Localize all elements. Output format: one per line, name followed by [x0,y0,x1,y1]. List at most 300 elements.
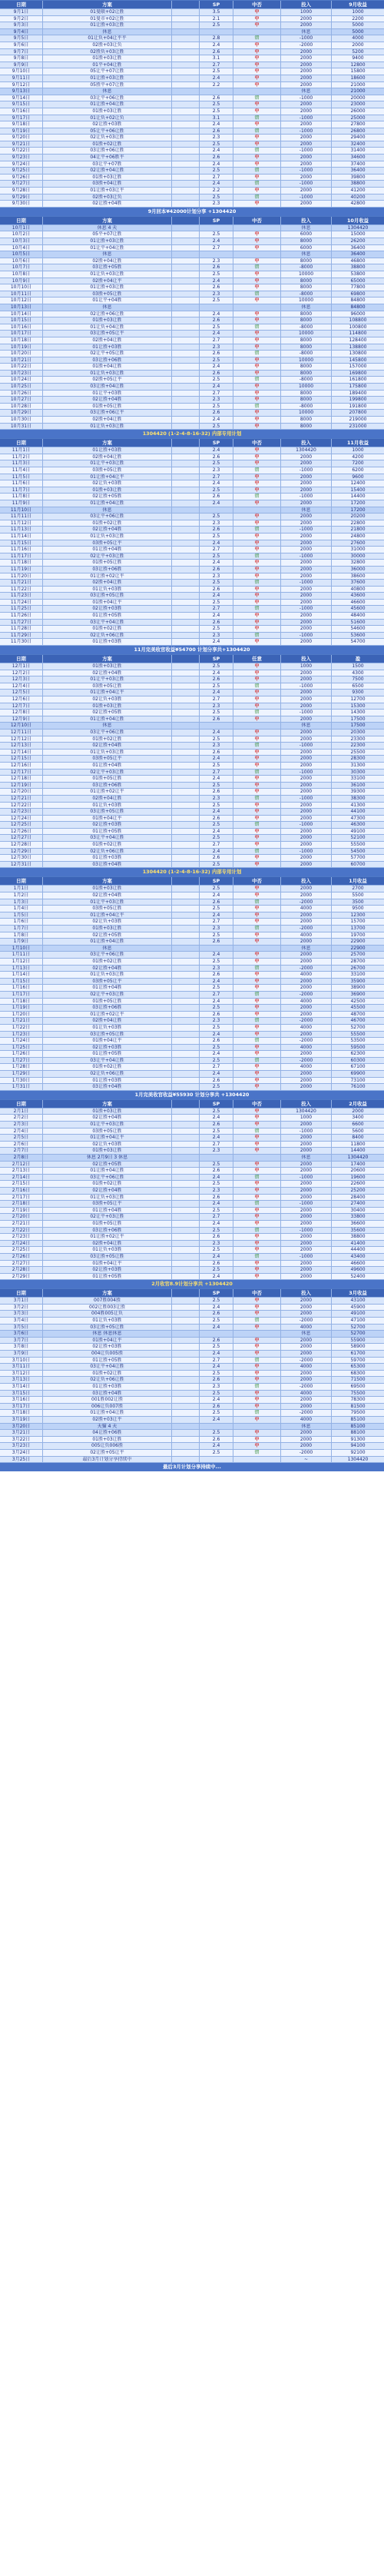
cell-spacer [172,62,200,68]
cell: 错 [233,351,281,357]
cell: 76100 [350,1084,366,1090]
data-row [0,460,384,467]
cell: 10月18日 [0,337,43,344]
cell: 2月19日 [0,1208,43,1214]
cell: 12月14日 [0,750,43,756]
cell: 18600 [350,75,366,81]
cell: 2.5 [200,600,233,606]
cell: 错 [233,1450,281,1456]
cell-spacer [172,88,200,95]
data-row [0,906,384,912]
cell: 2000 [281,1274,332,1280]
cell: 8000 [281,424,332,430]
cell: 10月7日 [0,264,43,271]
data-row [0,1377,384,1384]
cell: 中 [233,703,281,710]
cell: 2.6 [200,816,233,822]
cell: 11月7日 [0,487,43,494]
cell: 2.5 [200,424,233,430]
cell: 2.5 [200,231,233,238]
cell: 01让胜+03胜 [43,855,172,861]
cell: -1000 [281,181,332,187]
data-row [0,101,384,108]
cell-spacer [172,1318,200,1324]
data-row [0,474,384,481]
cell: 中 [233,573,281,580]
data-row [0,710,384,716]
cell: 2.5 [200,357,233,364]
cell: 9月19日 [0,128,43,135]
cell: 错 [233,1128,281,1135]
cell: 42500 [350,998,366,1004]
cell: 2000 [281,1162,332,1168]
cell-spacer [172,912,200,919]
cell: 01让胜+04让胜 [43,716,172,723]
cell-spacer [172,676,200,683]
cell-spacer [172,417,200,423]
header-cell: 投入 [281,439,332,447]
cell: 01胜+03让胜 [43,663,172,670]
month-block [0,216,384,438]
cell: 8000 [281,278,332,284]
cell: 错 [233,796,281,802]
data-row [0,500,384,507]
cell: 2.3 [200,743,233,749]
data-row [0,135,384,141]
cell: 休息 [281,1424,332,1430]
cell: 2000 [281,474,332,480]
cell: 10000 [281,331,332,337]
cell: 03让胜+04胜 [43,862,172,868]
cell: 26800 [350,128,366,134]
cell: 2.4 [200,1325,233,1331]
cell: 中 [233,912,281,919]
cell: 1月20日 [0,1012,43,1018]
cell: 8000 [281,311,332,317]
cell: 中 [233,1122,281,1128]
cell: 8000 [281,258,332,264]
cell: 2.3 [200,1241,233,1247]
cell-spacer [172,258,200,264]
cell: 12300 [350,912,366,918]
data-row [0,55,384,62]
month-block [0,438,384,654]
cell: 01让负+04让胜 [43,324,172,331]
cell: 02让负+03胜 [43,480,172,487]
cell-spacer [172,175,200,181]
cell-spacer [172,480,200,487]
cell: 2.5 [200,710,233,716]
cell: 1月28日 [0,1064,43,1070]
cell-spacer [172,540,200,547]
cell: -8000 [281,377,332,383]
cell-spacer [172,397,200,403]
cell: 27800 [350,121,366,128]
cell: 2.5 [200,1084,233,1090]
cell: 1000 [281,1115,332,1121]
cell: 6500 [352,683,364,689]
cell-spacer [172,460,200,467]
cell: 2000 [281,480,332,487]
data-row [0,494,384,500]
cell: 01让胜+03胜 [43,1078,172,1084]
cell-spacer [172,1214,200,1220]
cell: 2000 [281,855,332,861]
cell-spacer [172,743,200,749]
cell: 9月24日 [0,161,43,168]
cell: 1月14日 [0,972,43,978]
cell: 2.5 [200,835,233,841]
cell [233,507,281,514]
cell: 10000 [281,271,332,278]
cell: 94100 [350,1443,366,1449]
cell: 12月10日 [0,723,43,729]
cell: -1000 [281,1128,332,1135]
data-row [0,1305,384,1311]
cell-spacer [172,710,200,716]
cell: 休息 [281,1155,332,1161]
cell: 2.4 [200,670,233,676]
cell: 2000 [281,939,332,945]
cell: 12700 [350,696,366,702]
cell: -1000 [281,606,332,612]
cell: 中 [233,1188,281,1194]
data-row [0,284,384,291]
cell: 错 [233,822,281,828]
cell: 02让胜+03胜 [43,606,172,612]
cell: 中 [233,101,281,108]
cell: 错 [233,1018,281,1024]
cell: 2000 [281,600,332,606]
cell: 1000 [352,9,364,15]
cell: 2.6 [200,1437,233,1443]
data-row [0,1071,384,1078]
cell: 01让胜+04胜 [43,1208,172,1214]
cell: -2000 [281,992,332,998]
cell: 错 [233,95,281,101]
cell: 休息 2月9日 3 休息 [43,1155,172,1161]
cell: 11月17日 [0,553,43,560]
data-row [0,835,384,842]
cell: 12月3日 [0,676,43,683]
cell: 45900 [350,1304,366,1310]
cell: 01让负+04让平平 [43,35,172,42]
cell: 2.7 [200,769,233,776]
cell: 114800 [349,331,367,337]
cell-spacer [172,68,200,75]
cell: 33100 [350,972,366,978]
cell: 2.4 [200,829,233,835]
cell: 2000 [281,1344,332,1350]
cell: 2.7 [200,842,233,848]
cell: 错 [233,467,281,474]
data-row [0,351,384,357]
cell: 161800 [349,377,367,383]
cell-spacer [172,1162,200,1168]
cell: 01让平+03让胜 [43,899,172,906]
cell: 52100 [350,835,366,841]
cell-spacer [172,161,200,168]
header-cell: 9月收益 [349,2,367,8]
cell-spacer [172,1351,200,1357]
cell: 8400 [352,1135,364,1141]
cell: 11月8日 [0,494,43,500]
data-row [0,410,384,417]
cell: 02让胜+05胜 [43,1162,172,1168]
cell: 休息 [281,225,332,231]
cell: 2.7 [200,474,233,480]
cell: 2月16日 [0,1188,43,1194]
cell: 3月19日 [0,1417,43,1423]
data-row [0,271,384,278]
cell: 中 [233,1012,281,1018]
header-cell: 日期 [0,1289,43,1297]
cell: 2000 [281,16,332,22]
cell: 03胜+05让平 [43,756,172,762]
cell: 10000 [281,384,332,390]
cell: 2.3 [200,633,233,639]
cell: 2.6 [200,855,233,861]
header-row [0,1289,384,1298]
data-row [0,155,384,161]
cell-spacer [172,1155,200,1161]
cell: 2.6 [200,1261,233,1267]
cell: 02让负+06让胜 [43,633,172,639]
cell [200,88,233,95]
cell: 14400 [350,494,366,500]
cell: 1月15日 [0,979,43,985]
cell: 12月31日 [0,862,43,868]
cell: 2.5 [200,803,233,809]
cell: 31000 [350,547,366,553]
cell: 2.5 [200,1128,233,1135]
data-row [0,1391,384,1398]
cell [233,304,281,311]
cell: 10月11日 [0,291,43,297]
cell: 2000 [281,1214,332,1220]
cell: -8000 [281,291,332,297]
cell: 2.6 [200,1012,233,1018]
cell: 2000 [281,593,332,599]
header-cell-spacer [172,439,200,447]
cell: 207800 [349,410,367,416]
cell-spacer [172,1384,200,1390]
cell: 01胜+03让胜 [43,317,172,324]
cell: 中 [233,639,281,645]
cell-spacer [172,304,200,311]
cell: 中 [233,1325,281,1331]
header-cell: 中否 [233,1100,281,1108]
cell: 中 [233,999,281,1005]
header-cell: 中否 [233,1,281,8]
cell: 中 [233,331,281,337]
cell: 错 [233,404,281,410]
cell: 15000 [350,231,366,238]
cell: 2000 [281,1247,332,1253]
cell-spacer [172,75,200,81]
cell: 中 [233,1025,281,1031]
cell: 2000 [281,816,332,822]
cell: 3月2日 [0,1305,43,1311]
cell-spacer [172,1078,200,1084]
data-row [0,1122,384,1128]
cell: 2000 [281,1181,332,1187]
cell-spacer [172,1397,200,1403]
cell: 中 [233,1338,281,1344]
cell: 01让负+03让胜 [43,972,172,978]
cell: 02让胜+03胜 [43,1045,172,1051]
cell: 1000 [281,9,332,15]
cell: 10月20日 [0,351,43,357]
cell: 中 [233,371,281,377]
cell: 1000 [352,447,364,454]
cell-spacer [172,35,200,42]
cell: 2.4 [200,148,233,154]
cell: 2000 [281,121,332,128]
cell: 01让负+03胜 [43,1318,172,1324]
data-row [0,730,384,736]
cell: 60300 [350,1057,366,1063]
data-row [0,337,384,344]
cell: 46700 [350,1018,366,1024]
data-row [0,829,384,836]
cell: 01让胜+04让胜 [43,101,172,108]
cell-spacer [172,696,200,703]
data-row [0,35,384,42]
data-row [0,507,384,514]
cell: -1000 [281,148,332,154]
cell: 30300 [350,769,366,775]
cell: 中 [233,533,281,540]
cell: 2.4 [200,639,233,645]
cell: 1月25日 [0,1045,43,1051]
cell-spacer [172,297,200,304]
data-row [0,108,384,115]
data-row [0,1195,384,1202]
cell: 03让胜+06胜 [43,783,172,789]
cell: 休息 [281,88,332,95]
cell: 2000 [281,1261,332,1267]
data-row [0,391,384,397]
cell-spacer [172,829,200,835]
cell: 02让负+03胜 [43,696,172,703]
cell: 5200 [352,48,364,55]
cell [200,723,233,729]
cell: 46800 [350,258,366,264]
cell: 2.5 [200,404,233,410]
cell-spacer [172,1338,200,1344]
cell: 中 [233,1195,281,1201]
cell: 03让胜+05让胜 [43,1325,172,1331]
cell: 2.6 [200,95,233,101]
cell: 12月4日 [0,683,43,690]
cell: 2.5 [200,1318,233,1324]
cell: 3月25日 [0,1457,43,1463]
cell-spacer [172,1443,200,1449]
header-cell: 日期 [0,439,43,447]
data-row [0,1025,384,1032]
cell-spacer [172,1404,200,1410]
cell: 1月29日 [0,1071,43,1077]
cell: 49100 [350,828,366,834]
cell: 9月3日 [0,22,43,28]
cell: 中 [233,55,281,61]
cell: 03让胜+06胜 [43,1228,172,1234]
cell: -2000 [281,899,332,906]
header-row [0,217,384,225]
cell: 2.6 [200,454,233,460]
data-row [0,1175,384,1182]
cell-spacer [172,723,200,729]
data-row [0,756,384,763]
cell: 69900 [350,1071,366,1077]
cell: 错 [233,115,281,121]
cell-spacer [172,1012,200,1018]
cell: 中 [233,906,281,912]
data-row [0,796,384,803]
cell: 休息 [43,304,172,311]
cell: 2月20日 [0,1214,43,1220]
cell: 24800 [350,533,366,539]
cell: 39300 [350,789,366,795]
cell: 2.5 [200,194,233,201]
cell: 2000 [281,703,332,710]
header-cell: 盈 [355,656,361,663]
cell: 31400 [350,148,366,154]
cell: 38800 [350,264,366,271]
cell: 11月16日 [0,547,43,553]
cell: 2.4 [200,1397,233,1403]
cell: -1000 [281,849,332,855]
cell: 1月13日 [0,966,43,972]
cell: 2.7 [200,62,233,68]
cell: -1000 [281,168,332,174]
cell-spacer [172,520,200,527]
cell: 01让胜+03胜 [43,447,172,454]
cell-spacer [172,560,200,566]
cell: 4000 [281,1045,332,1051]
cell: 1月7日 [0,926,43,932]
data-row [0,181,384,188]
cell: -2000 [281,1410,332,1416]
cell: 错 [233,181,281,187]
data-row [0,1351,384,1358]
cell: 中 [233,454,281,460]
cell: 9月13日 [0,88,43,95]
cell: 2000 [281,520,332,527]
cell-spacer [172,49,200,55]
data-row [0,939,384,946]
cell: 10月29日 [0,410,43,416]
cell-spacer [172,271,200,278]
cell: 96000 [350,311,366,317]
data-row [0,822,384,829]
cell: 2000 [281,560,332,566]
cell: 2700 [352,886,364,892]
data-row [0,194,384,201]
cell-spacer [172,959,200,965]
cell: 休息 4 天 [43,225,172,231]
cell: 10月14日 [0,311,43,317]
cell: 错 [233,527,281,533]
cell [200,1424,233,1430]
cell: 1304420 [281,1109,332,1115]
cell: 38300 [350,795,366,801]
cell: 中 [233,1364,281,1370]
cell: 2000 [281,49,332,55]
cell: 中 [233,238,281,244]
cell: 4000 [281,932,332,939]
